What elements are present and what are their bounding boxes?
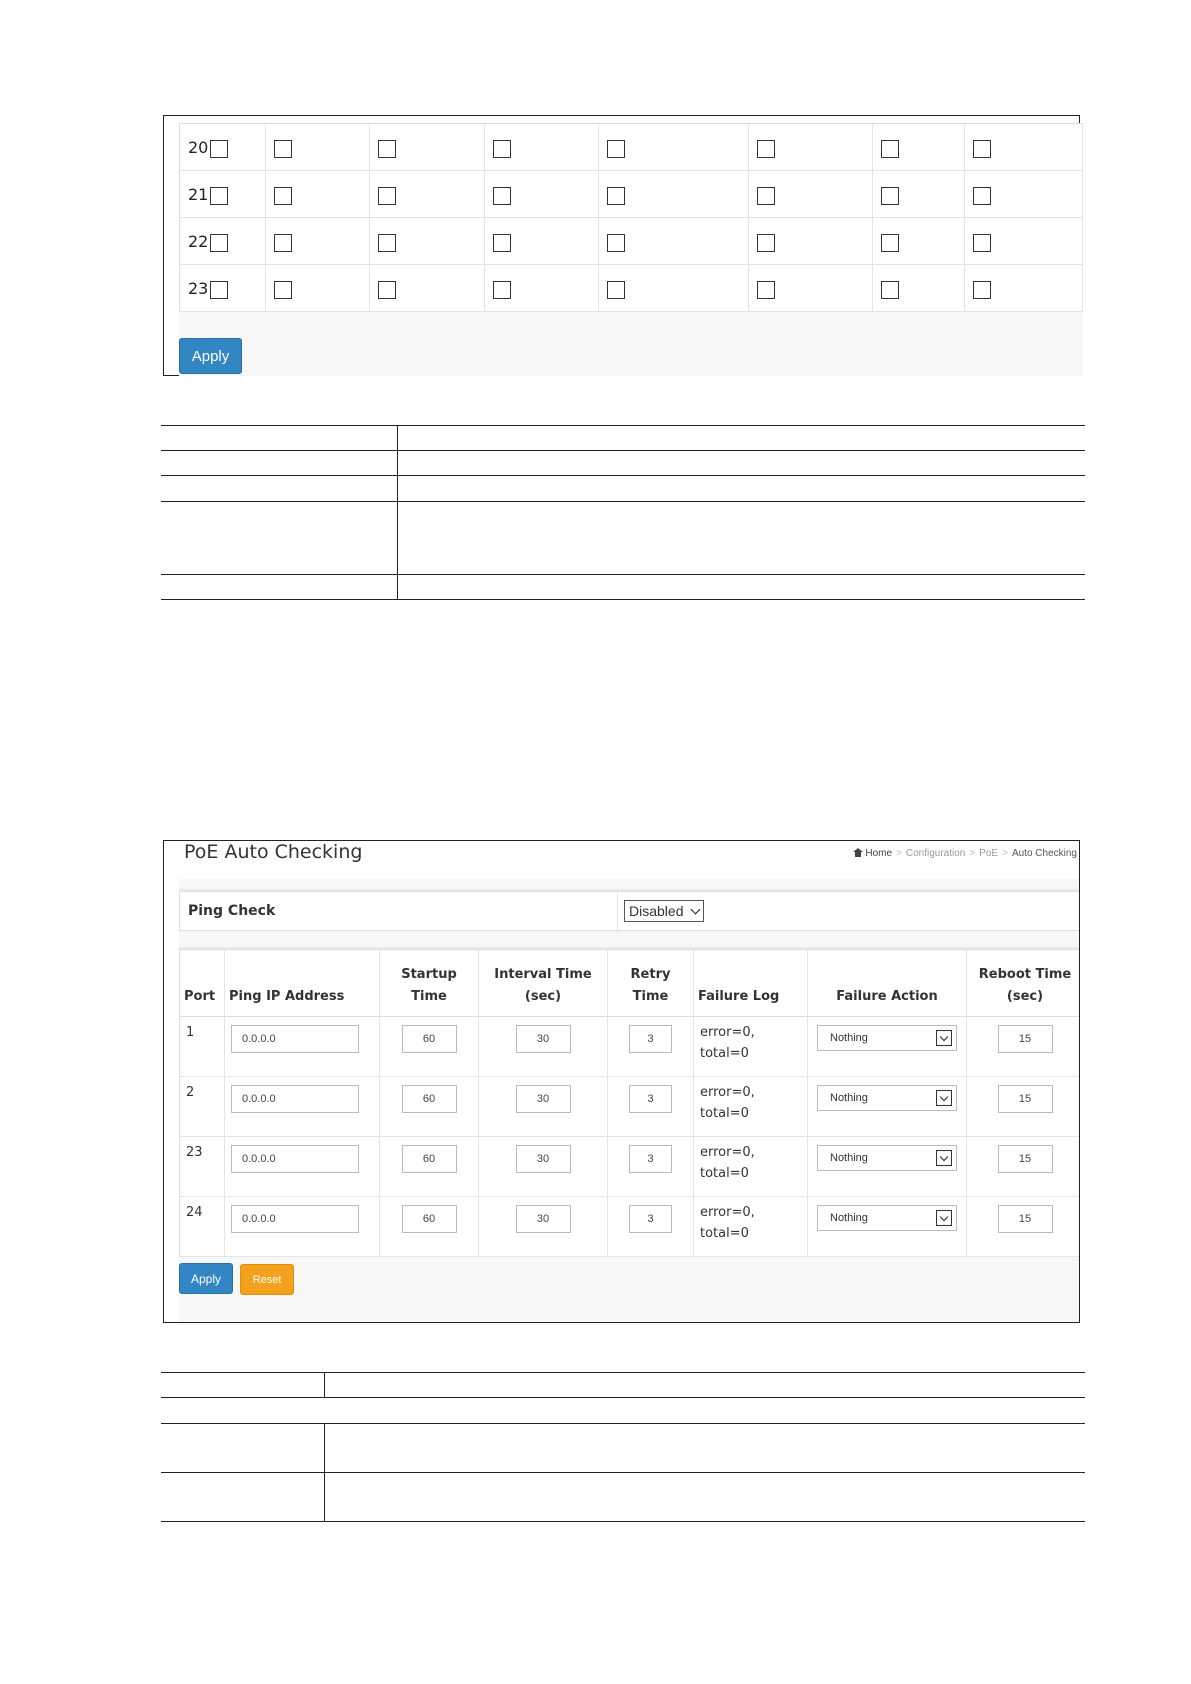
interval-time-input[interactable]: 30	[516, 1085, 571, 1113]
port-number: 24	[186, 1205, 203, 1220]
table-cell	[608, 1197, 694, 1257]
table-cell	[265, 171, 369, 218]
table-cell	[265, 265, 369, 312]
table-cell	[808, 1017, 967, 1077]
table-cell	[965, 218, 1083, 265]
table-row	[180, 1137, 1081, 1197]
interval-time-input[interactable]: 30	[516, 1145, 571, 1173]
ping-ip-input[interactable]: 0.0.0.0	[231, 1205, 359, 1233]
checkbox[interactable]	[973, 234, 991, 252]
table-cell	[225, 1137, 380, 1197]
checkbox[interactable]	[973, 187, 991, 205]
checkbox[interactable]	[493, 234, 511, 252]
table-cell	[484, 171, 598, 218]
table-row	[180, 265, 1083, 312]
failure-action-value: Nothing	[830, 1032, 868, 1044]
action-buttons	[179, 1263, 294, 1295]
startup-time-input[interactable]: 60	[402, 1205, 457, 1233]
failure-log-error: error=0,	[700, 1025, 755, 1040]
failure-log-total: total=0	[700, 1166, 749, 1181]
port-number: 23	[186, 1145, 203, 1160]
table-cell	[873, 171, 965, 218]
ping-check-value: Disabled	[629, 903, 684, 919]
table-cell	[694, 1137, 808, 1197]
port-checkbox-table	[179, 123, 1083, 312]
checkbox[interactable]	[493, 281, 511, 299]
table-cell	[965, 124, 1083, 171]
table-rule	[161, 1472, 1085, 1473]
table-cell	[598, 265, 749, 312]
reboot-time-input[interactable]: 15	[998, 1205, 1053, 1233]
failure-log	[700, 1022, 801, 1064]
ping-check-select[interactable]	[624, 900, 704, 922]
table-cell	[380, 1137, 479, 1197]
table-rule	[161, 599, 1085, 600]
table-cell	[598, 171, 749, 218]
failure-log-total: total=0	[700, 1226, 749, 1241]
table-rule	[161, 475, 1085, 476]
checkbox[interactable]	[607, 234, 625, 252]
table-cell	[749, 265, 873, 312]
ping-ip-input[interactable]: 0.0.0.0	[231, 1145, 359, 1173]
port-number: 22	[188, 231, 209, 251]
header-failure-action: Failure Action	[808, 950, 967, 1017]
failure-log	[700, 1142, 801, 1184]
checkbox[interactable]	[973, 281, 991, 299]
checkbox[interactable]	[607, 187, 625, 205]
table-cell	[808, 1077, 967, 1137]
table-row	[180, 171, 1083, 218]
table-cell	[479, 1017, 608, 1077]
checkbox[interactable]	[607, 140, 625, 158]
checkbox[interactable]	[378, 234, 396, 252]
breadcrumb-separator: >	[1002, 848, 1008, 859]
checkbox[interactable]	[274, 234, 292, 252]
header-startup-time: Startup Time	[380, 950, 479, 1017]
table-cell	[380, 1077, 479, 1137]
table-rule	[161, 1521, 1085, 1522]
table-cell	[873, 218, 965, 265]
table-rule	[161, 450, 1085, 451]
breadcrumb-current: Auto Checking	[1011, 848, 1077, 859]
reboot-time-input[interactable]: 15	[998, 1025, 1053, 1053]
table-row	[180, 218, 1083, 265]
interval-time-input[interactable]: 30	[516, 1025, 571, 1053]
breadcrumb-separator: >	[969, 848, 976, 859]
retry-time-input[interactable]: 3	[629, 1085, 672, 1113]
table-cell	[180, 124, 266, 171]
table-cell	[380, 1017, 479, 1077]
auto-checking-table	[179, 949, 1080, 1257]
table-cell	[484, 218, 598, 265]
checkbox[interactable]	[493, 187, 511, 205]
retry-time-input[interactable]: 3	[629, 1205, 672, 1233]
table-cell	[694, 1077, 808, 1137]
table-cell	[965, 265, 1083, 312]
chevron-down-icon	[936, 1030, 952, 1046]
ping-ip-input[interactable]: 0.0.0.0	[231, 1085, 359, 1113]
table-cell	[967, 1137, 1081, 1197]
port-number: 20	[188, 137, 209, 157]
table-cell	[598, 218, 749, 265]
startup-time-input[interactable]: 60	[402, 1025, 457, 1053]
port-number: 1	[186, 1025, 195, 1040]
checkbox[interactable]	[757, 140, 775, 158]
ping-ip-input[interactable]: 0.0.0.0	[231, 1025, 359, 1053]
breadcrumb-configuration[interactable]: Configuration	[905, 848, 966, 859]
failure-action-value: Nothing	[830, 1212, 868, 1224]
table-rule	[161, 1423, 1085, 1424]
table-cell	[873, 124, 965, 171]
table-cell	[808, 1137, 967, 1197]
header-failure-log: Failure Log	[694, 950, 808, 1017]
checkbox[interactable]	[378, 281, 396, 299]
table-cell	[608, 1137, 694, 1197]
table-cell	[380, 1197, 479, 1257]
checkbox[interactable]	[378, 140, 396, 158]
breadcrumb-separator: >	[896, 848, 902, 859]
table-rule	[161, 425, 1085, 426]
page-title: PoE Auto Checking	[184, 841, 363, 863]
failure-log-total: total=0	[700, 1106, 749, 1121]
table-cell	[967, 1197, 1081, 1257]
table-cell	[484, 265, 598, 312]
port-number: 23	[188, 278, 209, 298]
poe-auto-checking-panel	[163, 840, 1080, 1323]
table-cell	[479, 1077, 608, 1137]
table-cell	[180, 1077, 225, 1137]
header-reboot-time: Reboot Time (sec)	[967, 950, 1081, 1017]
checkbox[interactable]	[881, 234, 899, 252]
table-cell	[265, 218, 369, 265]
table-cell	[180, 171, 266, 218]
checkbox[interactable]	[210, 187, 228, 205]
checkbox[interactable]	[881, 281, 899, 299]
failure-action-select[interactable]	[817, 1145, 957, 1171]
table-row	[180, 1197, 1081, 1257]
table-cell	[808, 1197, 967, 1257]
checkbox[interactable]	[210, 140, 228, 158]
checkbox[interactable]	[274, 140, 292, 158]
table-cell	[873, 265, 965, 312]
table-cell	[479, 1137, 608, 1197]
table-row	[180, 1017, 1081, 1077]
table-rule	[161, 1397, 1085, 1398]
home-icon	[853, 848, 863, 857]
table-cell	[180, 1137, 225, 1197]
table-cell	[965, 171, 1083, 218]
table-cell	[598, 124, 749, 171]
checkbox[interactable]	[973, 140, 991, 158]
table-cell	[225, 1017, 380, 1077]
retry-time-input[interactable]: 3	[629, 1145, 672, 1173]
table-row	[180, 1077, 1081, 1137]
table-cell	[967, 1017, 1081, 1077]
table-cell	[484, 124, 598, 171]
failure-log	[700, 1082, 801, 1124]
table-cell	[749, 171, 873, 218]
table-cell	[369, 265, 484, 312]
table-cell	[369, 218, 484, 265]
header-port: Port	[180, 950, 225, 1017]
table-row	[180, 124, 1083, 171]
header-retry-time: Retry Time	[608, 950, 694, 1017]
retry-time-input[interactable]: 3	[629, 1025, 672, 1053]
table-column-rule	[324, 1423, 325, 1522]
breadcrumb-home[interactable]: Home	[865, 848, 893, 859]
checkbox[interactable]	[757, 187, 775, 205]
startup-time-input[interactable]: 60	[402, 1145, 457, 1173]
failure-action-value: Nothing	[830, 1152, 868, 1164]
reset-button[interactable]: Reset	[240, 1264, 294, 1295]
checkbox[interactable]	[378, 187, 396, 205]
table-cell	[608, 1077, 694, 1137]
checkbox[interactable]	[493, 140, 511, 158]
table-cell	[180, 1017, 225, 1077]
table-cell	[225, 1197, 380, 1257]
table-cell	[967, 1077, 1081, 1137]
table-cell	[749, 218, 873, 265]
breadcrumb-poe[interactable]: PoE	[979, 848, 999, 859]
ping-check-row	[179, 891, 1080, 931]
startup-time-input[interactable]: 60	[402, 1085, 457, 1113]
interval-time-input[interactable]: 30	[516, 1205, 571, 1233]
table-cell	[225, 1077, 380, 1137]
failure-log-error: error=0,	[700, 1205, 755, 1220]
failure-action-select[interactable]	[817, 1085, 957, 1111]
table-rule	[161, 574, 1085, 575]
table-rule	[161, 501, 1085, 502]
chevron-down-icon	[936, 1090, 952, 1106]
failure-log-total: total=0	[700, 1046, 749, 1061]
checkbox[interactable]	[757, 234, 775, 252]
failure-log-error: error=0,	[700, 1085, 755, 1100]
header-interval-time: Interval Time (sec)	[479, 950, 608, 1017]
checkbox[interactable]	[274, 187, 292, 205]
table-cell	[265, 124, 369, 171]
failure-log-error: error=0,	[700, 1145, 755, 1160]
chevron-down-icon	[936, 1210, 952, 1226]
checkbox[interactable]	[274, 281, 292, 299]
table-cell	[479, 1197, 608, 1257]
breadcrumb	[853, 848, 1077, 859]
checkbox[interactable]	[210, 234, 228, 252]
table-rule	[161, 1372, 1085, 1373]
table-cell	[369, 124, 484, 171]
table-cell	[608, 1017, 694, 1077]
failure-action-select[interactable]	[817, 1205, 957, 1231]
ping-check-label: Ping Check	[188, 903, 276, 919]
apply-button[interactable]: Apply	[179, 338, 242, 374]
reboot-time-input[interactable]: 15	[998, 1085, 1053, 1113]
port-number: 2	[186, 1085, 195, 1100]
table-cell	[694, 1197, 808, 1257]
failure-action-select[interactable]	[817, 1025, 957, 1051]
table-cell	[180, 1197, 225, 1257]
table-cell	[694, 1017, 808, 1077]
failure-log	[700, 1202, 801, 1244]
apply-button[interactable]: Apply	[179, 1263, 233, 1294]
table-cell	[369, 171, 484, 218]
checkbox[interactable]	[607, 281, 625, 299]
table-cell	[180, 218, 266, 265]
table-cell	[749, 124, 873, 171]
table-column-rule	[324, 1372, 325, 1398]
table-column-rule	[397, 425, 398, 600]
port-checkbox-panel	[163, 115, 1080, 376]
reboot-time-input[interactable]: 15	[998, 1145, 1053, 1173]
chevron-down-icon	[691, 904, 701, 914]
header-ip-address: Ping IP Address	[225, 950, 380, 1017]
divider	[617, 892, 618, 930]
port-number: 21	[188, 184, 209, 204]
checkbox[interactable]	[757, 281, 775, 299]
checkbox[interactable]	[210, 281, 228, 299]
checkbox[interactable]	[881, 187, 899, 205]
checkbox[interactable]	[881, 140, 899, 158]
table-cell	[180, 265, 266, 312]
failure-action-value: Nothing	[830, 1092, 868, 1104]
chevron-down-icon	[936, 1150, 952, 1166]
